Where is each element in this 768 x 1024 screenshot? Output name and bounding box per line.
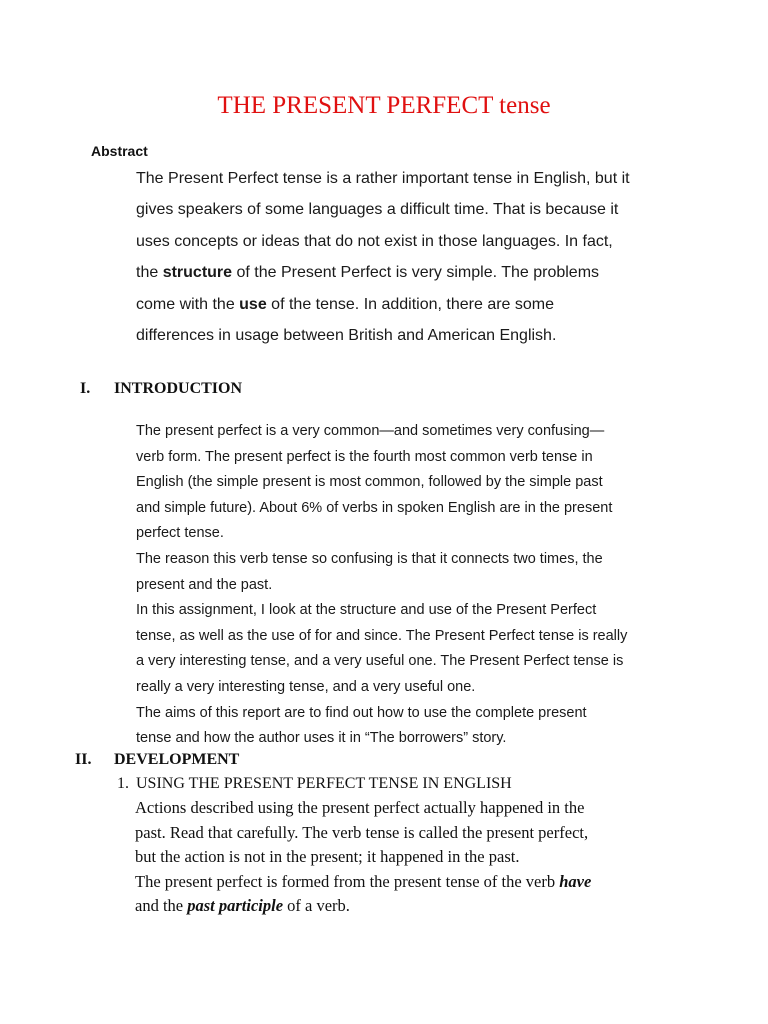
- development-line: Actions described using the present perfect actually happened in the: [135, 798, 585, 817]
- abstract-line: [136, 257, 630, 288]
- intro-line: tense, as well as the use of for and since. The Present Perfect tense is really: [136, 627, 628, 644]
- intro-line: perfect tense.: [136, 525, 224, 542]
- intro-line: The present perfect is a very common—and sometimes very confusing—: [136, 423, 605, 439]
- development-line: past. Read that carefully. The verb tense is called the present perfect,: [135, 822, 589, 842]
- development-body: [135, 796, 591, 919]
- section-heading-introduction: INTRODUCTION: [114, 380, 243, 397]
- abstract-bold-structure: structure: [162, 264, 233, 282]
- abstract-label: Abstract: [91, 143, 148, 159]
- abstract-line: uses concepts or ideas that do not exist in those languages. In fact,: [136, 232, 613, 250]
- intro-line: a very interesting tense, and a very useful one. The Present Perfect tense is: [136, 653, 624, 670]
- abstract-text: of the Present Perfect is very simple. The problems: [232, 264, 600, 282]
- abstract-line: The Present Perfect tense is a rather important tense in English, but it: [136, 170, 630, 187]
- emphasis-have: have: [559, 871, 592, 891]
- intro-line: The aims of this report are to find out how to use the complete present: [136, 704, 587, 721]
- abstract-text: the: [136, 264, 163, 282]
- emphasis-past-participle: past participle: [187, 896, 284, 915]
- section-numeral: I.: [80, 380, 91, 397]
- subsection-number: 1.: [117, 775, 129, 792]
- introduction-body: [136, 419, 627, 752]
- development-text: of a verb.: [283, 896, 350, 915]
- section-heading-development: DEVELOPMENT: [114, 751, 240, 768]
- abstract-text: come with the: [136, 295, 240, 313]
- intro-line: tense and how the author uses it in “The borrowers” story.: [136, 730, 507, 747]
- abstract-line: differences in usage between British and American English.: [136, 327, 557, 345]
- development-line: [135, 894, 591, 919]
- document-title: THE PRESENT PERFECT tense: [217, 92, 551, 119]
- intro-line: and simple future). About 6% of verbs in spoken English are in the present: [136, 499, 613, 516]
- development-text: and the: [135, 896, 188, 915]
- development-text: The present perfect is formed from the present tense of the verb: [135, 871, 560, 891]
- intro-line: verb form. The present perfect is the fourth most common verb tense in: [136, 448, 593, 465]
- section-numeral: II.: [75, 751, 92, 768]
- intro-line: The reason this verb tense so confusing is that it connects two times, the: [136, 550, 603, 567]
- development-line: but the action is not in the present; it happened in the past.: [135, 847, 520, 866]
- abstract-line: [136, 289, 630, 320]
- intro-line: In this assignment, I look at the structure and use of the Present Perfect: [136, 602, 597, 619]
- intro-line: really a very interesting tense, and a very useful one.: [136, 678, 476, 695]
- intro-line: English (the simple present is most common, followed by the simple past: [136, 474, 603, 491]
- intro-line: present and the past.: [136, 576, 273, 593]
- abstract-line: gives speakers of some languages a difficult time. That is because it: [136, 201, 619, 219]
- subsection-heading: USING THE PRESENT PERFECT TENSE IN ENGLISH: [136, 775, 512, 792]
- abstract-bold-use: use: [239, 295, 267, 313]
- abstract-text: of the tense. In addition, there are some: [266, 295, 555, 313]
- abstract-body: [136, 163, 630, 351]
- development-line: [135, 870, 591, 895]
